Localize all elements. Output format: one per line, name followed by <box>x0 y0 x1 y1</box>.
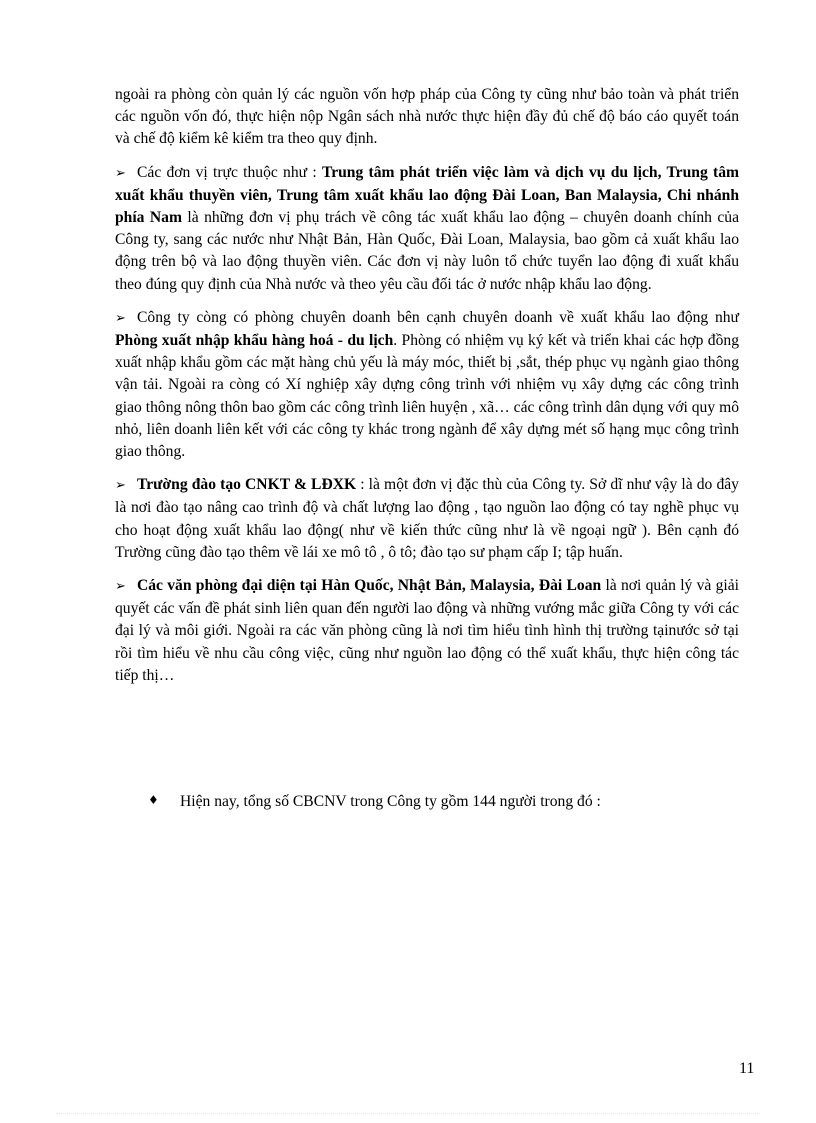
paragraph-units-lead: Các đơn vị trực thuộc như : <box>137 163 322 181</box>
arrow-bullet-icon: ➢ <box>115 579 126 595</box>
arrow-bullet-icon: ➢ <box>115 310 126 326</box>
arrow-bullet-icon: ➢ <box>115 165 126 181</box>
document-body <box>115 84 739 698</box>
paragraph-trade-bold: Phòng xuất nhập khẩu hàng hoá - du lịch <box>115 332 394 350</box>
page-edge-divider <box>56 1113 760 1114</box>
paragraph-offices-rest: là nơi quản lý và giải quyết các vấn đề phát sinh liên quan đến người lao động và những vướng mắc giữa Công ty với các đại lý và môi giới. Ngoài ra các văn phòng cũng là nơi tìm hiểu tình hình thị trường tạinước sở tại rồi tìm hiểu về nhu cầu công việc, cũng như nguồn lao động có thể xuất khẩu, thực hiện công tác tiếp thị… <box>115 577 740 684</box>
paragraph-units-bold: Trung tâm phát triển việc làm và dịch vụ du lịch, Trung tâm xuất khẩu thuyền viên, Trung tâm xuất khẩu lao động Đài Loan, Ban Malaysia, Chi nhánh phía Nam <box>115 163 739 227</box>
paragraph-staff-count: Hiện nay, tổng số CBCNV trong Công ty gồm 144 người trong đó : <box>180 793 601 810</box>
paragraph-school-bold: Trường đào tạo CNKT & LĐXK <box>137 476 357 494</box>
page-number: 11 <box>739 1060 755 1077</box>
paragraph-offices <box>115 575 739 687</box>
paragraph-school-rest: : là một đơn vị đặc thù của Công ty. Sở dĩ như vậy là do đây là nơi đào tạo nâng cao trình độ và chất lượng lao động , tạo nguồn lao động có tay nghề phục vụ cho hoạt động xuất khẩu lao động( như về kiến thức cũng như là về ngoại ngữ ). Bên cạnh đó Trường cũng đào tạo thêm về lái xe mô tô , ô tô; đào tạo sư phạm cấp I; tập huấn. <box>115 476 739 561</box>
paragraph-trade-lead: Công ty còng có phòng chuyên doanh bên cạnh chuyên doanh về xuất khẩu lao động như <box>137 308 739 326</box>
paragraph-trade-rest: . Phòng có nhiệm vụ ký kết và triển khai các hợp đồng xuất nhập khẩu gồm các mặt hàng chủ yếu là máy móc, thiết bị ,sắt, thép phục vụ ngành giao thông vận tải. Ngoài ra còng có Xí nghiệp xây dựng công trình với nhiệm vụ xây dựng các công trình giao thông nông thôn bao gồm các công trình liên huyện , xã… các công trình dân dụng với quy mô nhỏ, liên doanh liên kết với các công ty khác trong ngành để xây dựng mét số hạng mục công trình giao thông. <box>115 332 739 461</box>
paragraph-units-rest: là những đơn vị phụ trách về công tác xuất khẩu lao động – chuyên doanh chính của Công ty, sang các nước như Nhật Bản, Hàn Quốc, Đài Loan, Malaysia, bao gồm cả xuất khẩu lao động trên bộ và lao động thuyền viên. Các đơn vị này luôn tổ chức tuyển lao động đi xuất khẩu theo đúng quy định của Nhà nước và theo yêu cầu đối tác ở nước nhập khẩu lao động. <box>115 209 740 293</box>
paragraph-trade <box>115 307 739 463</box>
diamond-bullet-icon: ♦ <box>148 793 159 807</box>
paragraph-1-text: ngoài ra phòng còn quản lý các nguồn vốn hợp pháp của Công ty cũng như bảo toàn và phát triển các nguồn vốn đó, thực hiện nộp Ngân sách nhà nước thực hiện đầy đủ chế độ báo cáo quyết toán và chế độ kiểm kê kiểm tra theo quy định. <box>115 86 739 148</box>
paragraph-offices-bold: Các văn phòng đại diện tại Hàn Quốc, Nhật Bản, Malaysia, Đài Loan <box>137 577 602 595</box>
paragraph-units <box>115 162 739 296</box>
paragraph-1 <box>115 84 739 151</box>
paragraph-school <box>115 474 739 564</box>
arrow-bullet-icon: ➢ <box>115 478 126 494</box>
